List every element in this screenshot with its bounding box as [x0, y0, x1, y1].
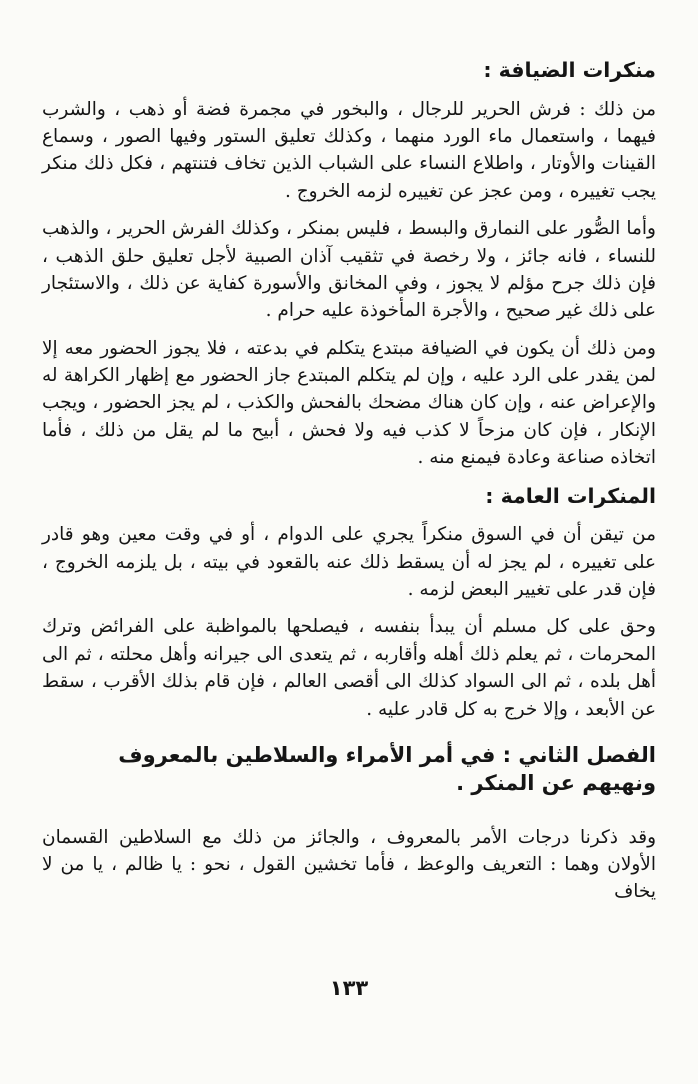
- paragraph-hospitality-3: ومن ذلك أن يكون في الضيافة مبتدع يتكلم في بدعته ، فلا يجوز الحضور معه إلا لمن يقدر على الرد عليه ، وإن لم يتكلم المبتدع جاز الحضور مع إظهار الكراهة له والإعراض عنه ، وإن كان هناك مضحك بالفحش والكذب ، لم يجز الحضور ، ويجب الإنكار ، فإن كان مزحاً لا كذب فيه ولا فحش ، أبيح ما لم يقل من ذلك ، فأما اتخاذه صناعة وعادة فيمنع منه .: [42, 337, 656, 469]
- paragraph-hospitality-2: وأما الصُّور على النمارق والبسط ، فليس بمنكر ، وكذلك الفرش الحرير ، والذهب للنساء ، فانه جائز ، ولا رخصة في تثقيب آذان الصبية لأجل تعليق حلق الذهب ، فإن ذلك جرح مؤلم لا يجوز ، وفي المخانق والأسورة كفاية عن ذلك ، والاستئجار على ذلك غير صحيح ، والأجرة المأخوذة عليه حرام .: [42, 218, 656, 322]
- paragraph-general-2: وحق على كل مسلم أن يبدأ بنفسه ، فيصلحها بالمواظبة على الفرائض وترك المحرمات ، ثم يعلم ذلك أهله وأقاربه ، ثم يتعدى الى جيرانه وأهل محلته ، ثم الى أهل بلده ، ثم الى السواد كذلك الى أقصى العالم ، فإن قام بذلك الأقرب ، سقط عن الأبعد ، وإلا خرج به كل قادر عليه .: [42, 616, 656, 720]
- book-page: [42, 56, 656, 1050]
- section-heading-general: المنكرات العامة :: [485, 483, 656, 508]
- page-number: ١٣٣: [329, 976, 369, 1000]
- paragraph-chapter-two-1: وقد ذكرنا درجات الأمر بالمعروف ، والجائز من ذلك مع السلاطين القسمان الأولان وهما : التعريف والوعظ ، فأما تخشين القول ، نحو : يا ظالم ، يا من لا يخاف: [42, 826, 656, 903]
- paragraph-hospitality-1: من ذلك : فرش الحرير للرجال ، والبخور في مجمرة فضة أو ذهب ، والشرب فيهما ، واستعمال ماء الورد منهما ، وكذلك تعليق الستور وفيها الصور ، وسماع القينات والأوتار ، واطلاع النساء على الشباب الذين تخاف فتنتهم ، فكل ذلك منكر يجب تغييره ، ومن عجز عن تغييره لزمه الخروج .: [42, 98, 656, 202]
- section-heading-hospitality: منكرات الضيافة :: [483, 58, 656, 82]
- chapter-heading-two: الفصل الثاني : في أمر الأمراء والسلاطين بالمعروف ونهيهم عن المنكر .: [118, 742, 656, 796]
- paragraph-general-1: من تيقن أن في السوق منكراً يجري على الدوام ، أو في وقت معين وهو قادر على تغييره ، لم يجز له أن يسقط ذلك عنه بالقعود في بيته ، بل يلزمه الخروج ، فإن قدر على تغيير البعض لزمه .: [42, 524, 656, 601]
